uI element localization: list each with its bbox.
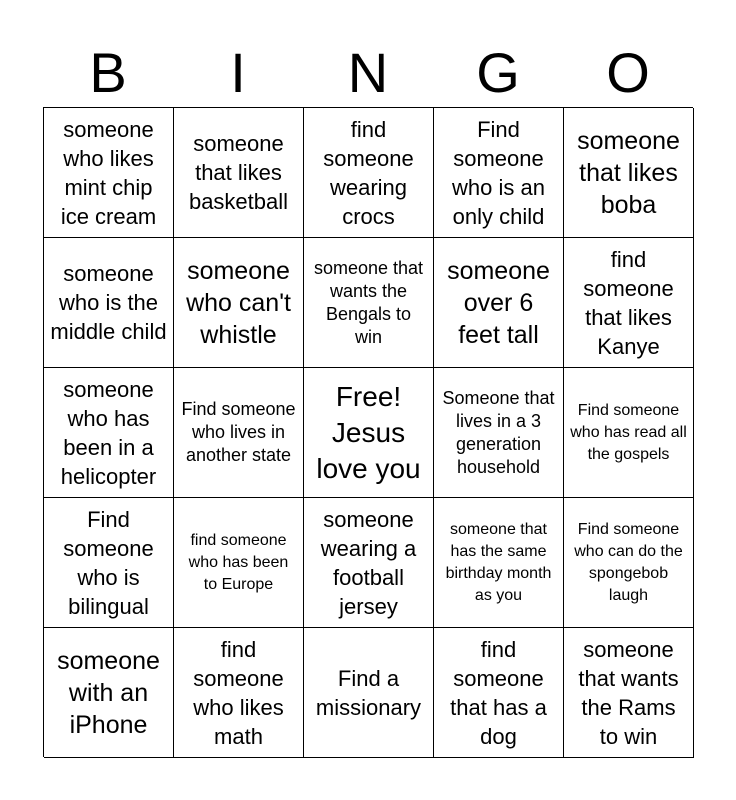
bingo-cell-r3-c2[interactable] xyxy=(174,368,304,498)
cell-text: someone that has the same birthday month as you xyxy=(445,520,552,604)
bingo-cell-r5-c3[interactable] xyxy=(304,628,434,758)
bingo-cell-r1-c4[interactable] xyxy=(434,108,564,238)
bingo-cell-r1-c5[interactable] xyxy=(564,108,694,238)
header-letter-o: O xyxy=(606,41,650,104)
bingo-cell-r3-c1[interactable] xyxy=(44,368,174,498)
bingo-cell-free[interactable] xyxy=(304,368,434,498)
bingo-cell-r5-c4[interactable] xyxy=(434,628,564,758)
cell-text: someone over 6 feet tall xyxy=(447,256,550,349)
bingo-cell-r4-c1[interactable] xyxy=(44,498,174,628)
cell-text: find someone that has a dog xyxy=(450,636,547,749)
cell-text: Find someone who lives in another state xyxy=(181,399,296,465)
bingo-cell-r3-c4[interactable] xyxy=(434,368,564,498)
cell-text: Find someone who has read all the gospels xyxy=(570,401,687,463)
cell-text: find someone who likes math xyxy=(193,636,284,749)
bingo-cell-r4-c5[interactable] xyxy=(564,498,694,628)
cell-text: Someone that lives in a 3 generation household xyxy=(442,387,555,477)
cell-text: Find someone who can do the spongebob laugh xyxy=(574,520,683,604)
cell-text: Find someone who is bilingual xyxy=(63,506,154,619)
cell-text: someone who has been in a helicopter xyxy=(60,376,157,489)
bingo-header xyxy=(43,40,693,106)
bingo-cell-r5-c2[interactable] xyxy=(174,628,304,758)
header-letter-g: G xyxy=(476,41,520,104)
bingo-cell-r2-c2[interactable] xyxy=(174,238,304,368)
cell-text: someone who can't whistle xyxy=(186,256,291,349)
bingo-cell-r5-c1[interactable] xyxy=(44,628,174,758)
cell-text: someone wearing a football jersey xyxy=(320,506,417,619)
bingo-cell-r2-c1[interactable] xyxy=(44,238,174,368)
header-letter-n: N xyxy=(347,41,389,104)
cell-text: find someone that likes Kanye xyxy=(583,246,674,359)
bingo-cell-r3-c5[interactable] xyxy=(564,368,694,498)
cell-text: someone who is the middle child xyxy=(50,261,167,344)
cell-text: find someone wearing crocs xyxy=(323,116,414,229)
bingo-cell-r4-c4[interactable] xyxy=(434,498,564,628)
cell-text: someone that likes basketball xyxy=(188,131,289,214)
bingo-cell-r2-c5[interactable] xyxy=(564,238,694,368)
header-letter-i: I xyxy=(230,41,246,104)
bingo-cell-r4-c2[interactable] xyxy=(174,498,304,628)
header-letter-b: B xyxy=(89,41,127,104)
bingo-cell-r2-c3[interactable] xyxy=(304,238,434,368)
bingo-cell-r1-c2[interactable] xyxy=(174,108,304,238)
free-space-text: Free! Jesus love you xyxy=(316,380,421,484)
cell-text: someone that likes boba xyxy=(577,126,680,219)
cell-text: someone with an iPhone xyxy=(57,646,160,739)
bingo-cell-r5-c5[interactable] xyxy=(564,628,694,758)
bingo-board xyxy=(43,107,693,757)
cell-text: someone that wants the Rams to win xyxy=(578,636,679,749)
bingo-cell-r2-c4[interactable] xyxy=(434,238,564,368)
bingo-cell-r1-c1[interactable] xyxy=(44,108,174,238)
cell-text: find someone who has been to Europe xyxy=(188,531,289,593)
cell-text: Find someone who is an only child xyxy=(452,116,545,229)
bingo-cell-r1-c3[interactable] xyxy=(304,108,434,238)
cell-text: someone that wants the Bengals to win xyxy=(313,257,424,347)
cell-text: someone who likes mint chip ice cream xyxy=(60,116,157,229)
bingo-cell-r4-c3[interactable] xyxy=(304,498,434,628)
cell-text: Find a missionary xyxy=(315,665,422,720)
